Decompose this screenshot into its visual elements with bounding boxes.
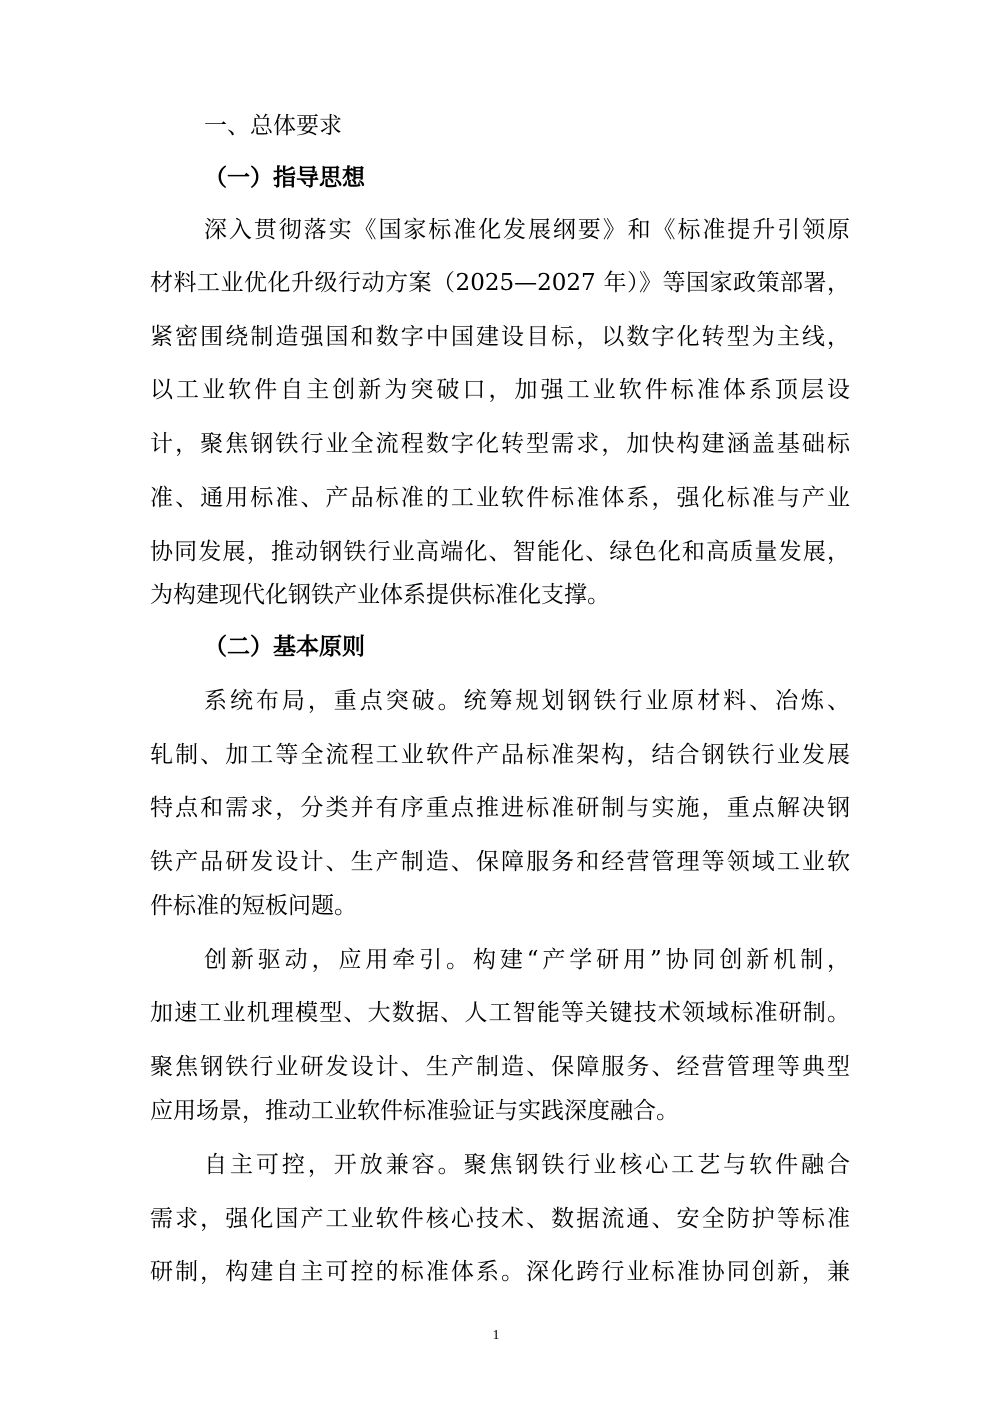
paragraph-line: 协同发展，推动钢铁行业高端化、智能化、绿色化和高质量发展， [150,539,850,565]
paragraph-line: 聚焦钢铁行业研发设计、生产制造、保障服务、经营管理等典型 [150,1054,850,1080]
basic-principles-heading: （二）基本原则 [204,634,365,660]
paragraph-line: 应用场景，推动工业软件标准验证与实践深度融合。 [150,1098,679,1124]
paragraph-line: 系统布局，重点突破。统筹规划钢铁行业原材料、冶炼、 [204,688,850,714]
paragraph-line: 研制，构建自主可控的标准体系。深化跨行业标准协同创新，兼 [150,1259,850,1285]
paragraph-line: 件标准的短板问题。 [150,893,357,919]
paragraph-line: 创新驱动，应用牵引。构建“产学研用”协同创新机制， [204,947,850,973]
paragraph-line: 轧制、加工等全流程工业软件产品标准架构，结合钢铁行业发展 [150,742,850,768]
section-heading: 一、总体要求 [204,113,342,139]
paragraph-line: 特点和需求，分类并有序重点推进标准研制与实施，重点解决钢 [150,795,850,821]
page-number: 1 [492,1328,500,1343]
paragraph-line: 紧密围绕制造强国和数字中国建设目标，以数字化转型为主线， [150,324,850,350]
paragraph-line: 材料工业优化升级行动方案（2025—2027 年）》等国家政策部署， [150,270,850,296]
paragraph-line: 加速工业机理模型、大数据、人工智能等关键技术领域标准研制。 [150,1000,850,1026]
paragraph-line: 铁产品研发设计、生产制造、保障服务和经营管理等领域工业软 [150,849,850,875]
paragraph-line: 深入贯彻落实《国家标准化发展纲要》和《标准提升引领原 [204,217,850,243]
guiding-ideology-heading: （一）指导思想 [204,165,365,191]
paragraph-line: 需求，强化国产工业软件核心技术、数据流通、安全防护等标准 [150,1206,850,1232]
paragraph-line: 计，聚焦钢铁行业全流程数字化转型需求，加快构建涵盖基础标 [150,431,850,457]
paragraph-line: 为构建现代化钢铁产业体系提供标准化支撑。 [150,582,610,608]
paragraph-line: 以工业软件自主创新为突破口，加强工业软件标准体系顶层设 [150,377,850,403]
paragraph-line: 准、通用标准、产品标准的工业软件标准体系，强化标准与产业 [150,485,850,511]
paragraph-line: 自主可控，开放兼容。聚焦钢铁行业核心工艺与软件融合 [204,1152,850,1178]
